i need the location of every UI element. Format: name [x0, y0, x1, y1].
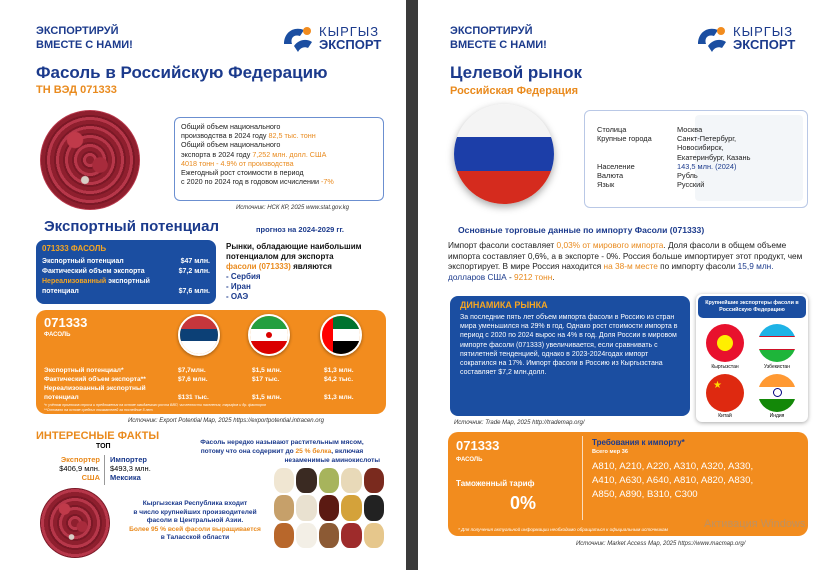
info-key: Валюта: [597, 170, 624, 180]
stat-line: Общий объем национального: [181, 122, 281, 131]
info-value: Русский: [677, 180, 705, 190]
text: -: [506, 271, 515, 282]
value-cell: $1,5 млн.: [252, 394, 282, 401]
value-cell: $1,5 млн.: [252, 367, 282, 374]
potential-label: Фактический объем экспорта**: [44, 376, 146, 383]
tagline: [450, 24, 547, 52]
russia-flag-icon: [454, 104, 554, 204]
tagline-line-1: ЭКСПОРТИРУЙ: [36, 25, 119, 37]
source-note: Источник: Market Access Map, 2025 https://www.macmap.org/: [576, 541, 746, 547]
value-cell: $7,7млн.: [178, 367, 206, 374]
info-value: Рубль: [677, 171, 698, 181]
stat-line: [181, 150, 377, 159]
codes-line: A410, A630, A640, A810, A820, A830,: [592, 475, 754, 486]
iran-values: [252, 366, 282, 402]
tagline-line-2: ВМЕСТЕ С НАМИ!: [36, 39, 133, 51]
facts-title: ИНТЕРЕСНЫЕ ФАКТЫ: [36, 430, 160, 442]
production-stats-box: [174, 117, 384, 201]
row-value: $7,2 млн.: [178, 268, 210, 275]
top-markets-text: [226, 242, 396, 302]
potential-row: [42, 287, 210, 297]
section-title: Экспортный потенциал: [44, 218, 220, 235]
info-key: Столица: [597, 125, 627, 134]
markets-code: фасоли (071333): [226, 262, 291, 271]
exporter-name: Кыргызстан: [711, 364, 739, 370]
fasol-potential-box: [36, 240, 216, 304]
info-value: Новосибирск,: [677, 143, 724, 153]
box-footnotes: [44, 403, 384, 412]
fact-line: фасоли в Центральной Азии.: [146, 517, 244, 525]
source-note: Источник: НСК КР, 2025 www.stat.gov.kg: [236, 205, 349, 211]
beans-varieties-image: [274, 468, 384, 548]
fact-line: Кыргызская Республика входит: [142, 500, 248, 507]
row-label: Нереализованный: [42, 278, 107, 285]
uae-values: [324, 366, 354, 402]
top-exporter: [40, 455, 100, 482]
logo-text-2: ЭКСПОРТ: [733, 37, 796, 52]
serbia-flag-icon: [178, 314, 220, 356]
logo-mark-icon: [280, 22, 316, 54]
potential-row: [42, 257, 210, 267]
codes-line: A810, A210, A220, A310, A320, A330,: [592, 461, 754, 472]
info-key: Население: [597, 161, 635, 171]
box-name: ФАСОЛЬ: [44, 332, 71, 338]
text: .: [552, 271, 555, 282]
value-cell: $1,3 млн.: [324, 394, 354, 401]
page-left: [0, 0, 406, 570]
logo-text-1: КЫРГЫЗ: [319, 24, 380, 39]
fact-line: незаменимые аминокислоты: [284, 457, 380, 464]
hs-code: ТН ВЭД 071333: [36, 84, 117, 96]
potential-row: [42, 277, 210, 287]
exporter-name: Индия: [769, 413, 785, 419]
tagline-line-2: ВМЕСТЕ С НАМИ!: [450, 39, 547, 51]
potential-label: потенциал: [44, 394, 79, 401]
box-code: 071333: [44, 315, 88, 330]
importer-country: Мексика: [110, 473, 141, 482]
dynamics-text: За последние пять лет объем импорта фасоли в Россию из стран мира уменьшился на 29% в год. Однако рост стоимости импорта в период с 2020 по 2024 вырос на 4% в год. Доля России в мировом импорте фасоли (071333) увеличивается, если сравнивать с пятилетней тенденцией, однако в 2023-2024годах импорт сократился на 17%. Импорт фасоли в Россию из Кыргызстана составляет $7,2 млн.долл.: [460, 314, 678, 377]
value-cell: $131 тыс.: [178, 394, 209, 401]
uae-flag-icon: [320, 314, 362, 356]
row-value: $7,6 млн.: [178, 288, 210, 295]
dynamics-title: ДИНАМИКА РЫНКА: [460, 300, 548, 310]
markets-line: Рынки, обладающие наибольшим: [226, 242, 362, 251]
info-key: Язык: [597, 180, 615, 190]
exporter-label: Экспортер: [60, 455, 100, 464]
iran-flag-icon: [248, 314, 290, 356]
fact-line: Фасоль нередко называют растительным мясом,: [200, 439, 364, 446]
codes-line: A850, A890, B310, C300: [592, 489, 698, 500]
value-cell: $4,2 тыс.: [324, 376, 354, 383]
china-flag-icon: ★: [706, 374, 744, 412]
protein-fact: [184, 438, 380, 465]
fact-text: , включая: [331, 448, 364, 455]
exporters-panel: [696, 294, 808, 422]
exporter-name: Китай: [718, 413, 732, 419]
text: по импорту фасоли: [657, 261, 738, 272]
text: Импорт фасоли составляет: [448, 240, 557, 250]
page-title: Фасоль в Российскую Федерацию: [36, 63, 328, 82]
info-value: Екатеринбург, Казань: [677, 152, 751, 162]
top-importer: [110, 455, 151, 482]
trade-paragraph: [448, 240, 808, 282]
kyrgyz-export-logo: [280, 22, 381, 54]
source-note: Источник: Trade Map, 2025 http://trademap.org/: [454, 420, 585, 426]
divider: [104, 455, 105, 485]
top-label: ТОП: [96, 443, 111, 450]
highlight: на 38-м месте: [603, 261, 658, 272]
text: . Доля фасоли в общем объеме импорта составляет 0,6%, а в экспорте - 0%. Россия больше импортирует этот продукт, чем экспортирует. В мире Россия находится: [448, 240, 803, 272]
tariff-value: 0%: [510, 493, 537, 513]
exporter-country: США: [81, 473, 100, 482]
page-right: [418, 0, 825, 570]
logo-mark-icon: [694, 22, 730, 54]
row-label: экспортный: [106, 278, 150, 285]
requirements-count: Всего мер 36: [592, 449, 628, 455]
footnote: **Основано на основе средних показателей за последние 5 лет: [44, 407, 153, 412]
markets-text: являются: [290, 262, 332, 271]
row-label: Фактический объем экспорта: [42, 268, 145, 275]
exporters-title: Крупнейшие экспортеры фасоли в Российскую Федерацию: [698, 296, 806, 318]
stat-text: производства в 2024 году: [181, 131, 269, 141]
stat-text: экспорта в 2024 году: [181, 149, 253, 159]
windows-watermark: Активация Windows: [704, 518, 806, 530]
logo-text-2: ЭКСПОРТ: [319, 37, 382, 52]
info-value: 143,5 млн. (2024): [677, 161, 737, 171]
kyrgyz-export-logo: [694, 22, 795, 54]
fact-line: [184, 447, 380, 456]
markets-line: потенциалом для экспорта: [226, 252, 334, 261]
highlight: 9212 тонн: [514, 271, 553, 282]
row-label: Экспортный потенциал: [42, 258, 124, 265]
box-name: ФАСОЛЬ: [456, 457, 483, 463]
stat-value: -7%: [321, 177, 334, 187]
potential-label: Нереализованный экспортный: [44, 385, 146, 392]
importer-value: $493,3 млн.: [110, 464, 151, 473]
importer-label: Импортер: [110, 455, 147, 464]
exporter-name: Узбекистан: [764, 364, 790, 370]
stat-line: [181, 131, 377, 140]
beans-image-small: [40, 488, 110, 558]
info-key: Крупные города: [597, 134, 652, 144]
info-value: Москва: [677, 125, 703, 134]
stat-line: 4018 тонн - 4.9% от производства: [181, 158, 294, 168]
country-info-box: [584, 110, 808, 208]
requirements-title: Требования к импорту*: [592, 438, 685, 447]
divider: [582, 436, 583, 520]
box-code: 071333: [456, 438, 500, 453]
markets-potential-box: [36, 310, 386, 414]
fact-highlight: 25 % белка: [295, 448, 332, 455]
market-dynamics-box: [450, 296, 690, 416]
box-heading: 071333 ФАСОЛЬ: [42, 244, 107, 253]
fact-text: потому что она содержит до: [200, 448, 296, 455]
india-flag-icon: [758, 374, 796, 412]
market-item: - Сербия: [226, 272, 261, 281]
stat-text: с 2020 по 2024 год в годовом исчислении: [181, 177, 321, 187]
row-label: потенциал: [42, 288, 79, 295]
source-note: Источник: Export Potential Map, 2025 https://exportpotential.intracen.org: [128, 418, 324, 424]
fact-line: Более 95 % всей фасоли выращивается: [129, 525, 261, 533]
trade-title: Основные торговые данные по импорту Фасоли (071333): [458, 225, 705, 235]
footnote: *с учётом прогнозов спроса и предложения на основе ожидаемого роста ВВП, численности населения, тарифов и др. факторов: [44, 403, 266, 407]
fact-line: в число крупнейших производителей: [133, 508, 257, 516]
stat-value: 7,252 млн. долл. США: [252, 149, 327, 159]
tariff-footnote: * Для получения актуальной информации необходимо обращаться к официальным источникам: [458, 527, 668, 532]
info-values: [677, 125, 750, 189]
info-keys: [597, 125, 652, 189]
markets-line: [226, 262, 396, 272]
potential-row: [42, 267, 210, 277]
exporter-value: $406,9 млн.: [59, 464, 100, 473]
tagline: [36, 24, 133, 52]
kyrgyzstan-flag-icon: [706, 324, 744, 362]
market-item: - Иран: [226, 282, 251, 291]
page-subtitle: Российская Федерация: [450, 85, 578, 97]
serbia-values: [178, 366, 209, 402]
row-value: $47 млн.: [180, 258, 210, 265]
potential-label: Экспортный потенциал*: [44, 367, 124, 374]
value-cell: $7,6 млн.: [178, 376, 208, 383]
tagline-line-1: ЭКСПОРТИРУЙ: [450, 25, 533, 37]
stat-line: Ежегодный рост стоимости в период: [181, 168, 304, 178]
highlight: 0,03% от мирового импорта: [556, 240, 664, 250]
value-cell: $17 тыс.: [252, 376, 280, 383]
section-subtitle: прогноз на 2024-2029 гг.: [256, 225, 344, 234]
uzbekistan-flag-icon: [758, 324, 796, 362]
value-cell: $1,3 млн.: [324, 367, 354, 374]
stat-value: 82,5 тыс. тонн: [268, 131, 316, 141]
potential-labels: [44, 366, 146, 402]
market-item: - ОАЭ: [226, 292, 249, 301]
beans-image: [40, 110, 140, 210]
stat-line: [181, 177, 377, 186]
requirement-codes: [592, 460, 753, 502]
fact-line: в Таласской области: [160, 534, 230, 542]
logo-text-1: КЫРГЫЗ: [733, 24, 794, 39]
page-title: Целевой рынок: [450, 63, 582, 82]
kyrgyz-fact: [116, 500, 274, 543]
info-value: Санкт-Петербург,: [677, 134, 737, 144]
tariff-label: Таможенный тариф: [456, 479, 535, 488]
stat-line: Общий объем национального: [181, 140, 281, 150]
highlight: 15,9 млн. долларов США: [448, 261, 774, 282]
